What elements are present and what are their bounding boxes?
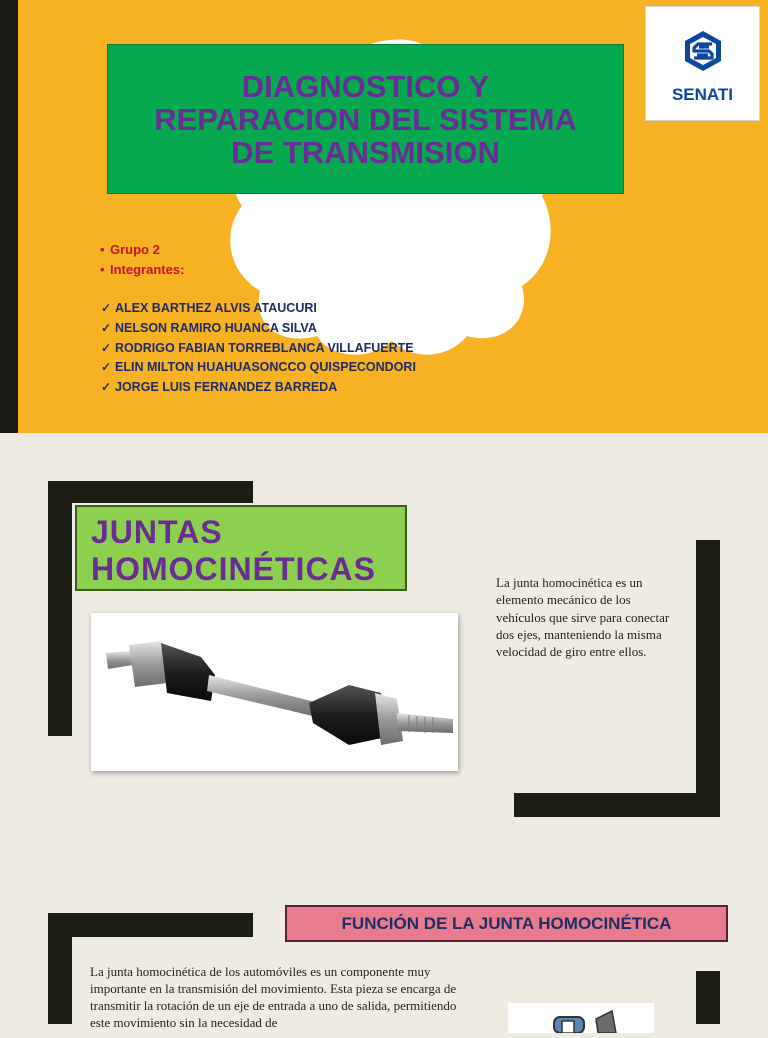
member-name: ELIN MILTON HUAHUASONCCO QUISPECONDORI <box>115 360 416 375</box>
members-label: Integrantes: <box>110 262 185 277</box>
top-left-bracket-horizontal <box>48 481 253 503</box>
bullet-dot: • <box>100 262 105 277</box>
group-label: Grupo 2 <box>110 242 160 257</box>
section-heading-box <box>75 505 407 591</box>
senati-logo-icon <box>681 29 725 73</box>
function-heading-box <box>285 905 728 942</box>
function-heading: FUNCIÓN DE LA JUNTA HOMOCINÉTICA <box>341 913 672 933</box>
group-bullet <box>100 240 184 260</box>
top-left-bracket-horizontal <box>48 913 253 937</box>
check-icon: ✓ <box>101 340 112 355</box>
list-item <box>101 378 416 398</box>
title-slide <box>0 0 768 433</box>
bullet-dot: • <box>100 242 105 257</box>
members-bullet <box>100 260 184 280</box>
top-left-bracket-vertical <box>48 913 72 1024</box>
joints-slide <box>0 433 768 863</box>
list-item <box>101 299 416 319</box>
joint-description: La junta homocinética es un elemento mecánico de los vehículos que sirve para conectar dos ejes, manteniendo la misma velocidad de giro entre ellos. <box>496 575 670 660</box>
member-name: JORGE LUIS FERNANDEZ BARREDA <box>115 380 338 395</box>
cv-axle-image <box>91 613 458 771</box>
member-name: RODRIGO FABIAN TORREBLANCA VILLAFUERTE <box>115 340 414 355</box>
joint-diagram-image <box>508 1003 654 1033</box>
function-slide <box>0 863 768 1030</box>
bottom-right-bracket-horizontal <box>514 793 720 817</box>
list-item <box>101 319 416 339</box>
joint-diagram-drawing <box>508 1003 654 1033</box>
section-heading: JUNTAS HOMOCINÉTICAS <box>91 514 376 587</box>
senati-logo <box>645 6 760 121</box>
bottom-right-bracket-vertical <box>696 540 720 817</box>
title-box <box>107 44 624 194</box>
check-icon: ✓ <box>101 380 112 395</box>
right-bracket-vertical <box>696 971 720 1024</box>
member-name: NELSON RAMIRO HUANCA SILVA <box>115 320 317 335</box>
check-icon: ✓ <box>101 301 112 315</box>
member-list <box>101 299 416 398</box>
presentation-title: DIAGNOSTICO Y REPARACION DEL SISTEMA DE TRANSMISION <box>154 68 577 170</box>
left-accent-bar <box>0 0 18 433</box>
member-name: ALEX BARTHEZ ALVIS ATAUCURI <box>115 301 317 315</box>
list-item <box>101 358 416 378</box>
check-icon: ✓ <box>101 320 112 335</box>
group-info <box>100 240 184 280</box>
logo-text: SENATI <box>671 85 734 104</box>
top-left-bracket-vertical <box>48 481 72 736</box>
cv-axle-drawing <box>91 613 458 771</box>
function-body-text: La junta homocinética de los automóviles es un componente muy importante en la transmisión del movimiento. Esta pieza se encarga de transmitir la rotación de un eje de entrada a uno de salida, permitiendo este movimiento sin la necesidad de <box>90 964 457 1030</box>
list-item <box>101 339 416 359</box>
check-icon: ✓ <box>101 360 112 375</box>
